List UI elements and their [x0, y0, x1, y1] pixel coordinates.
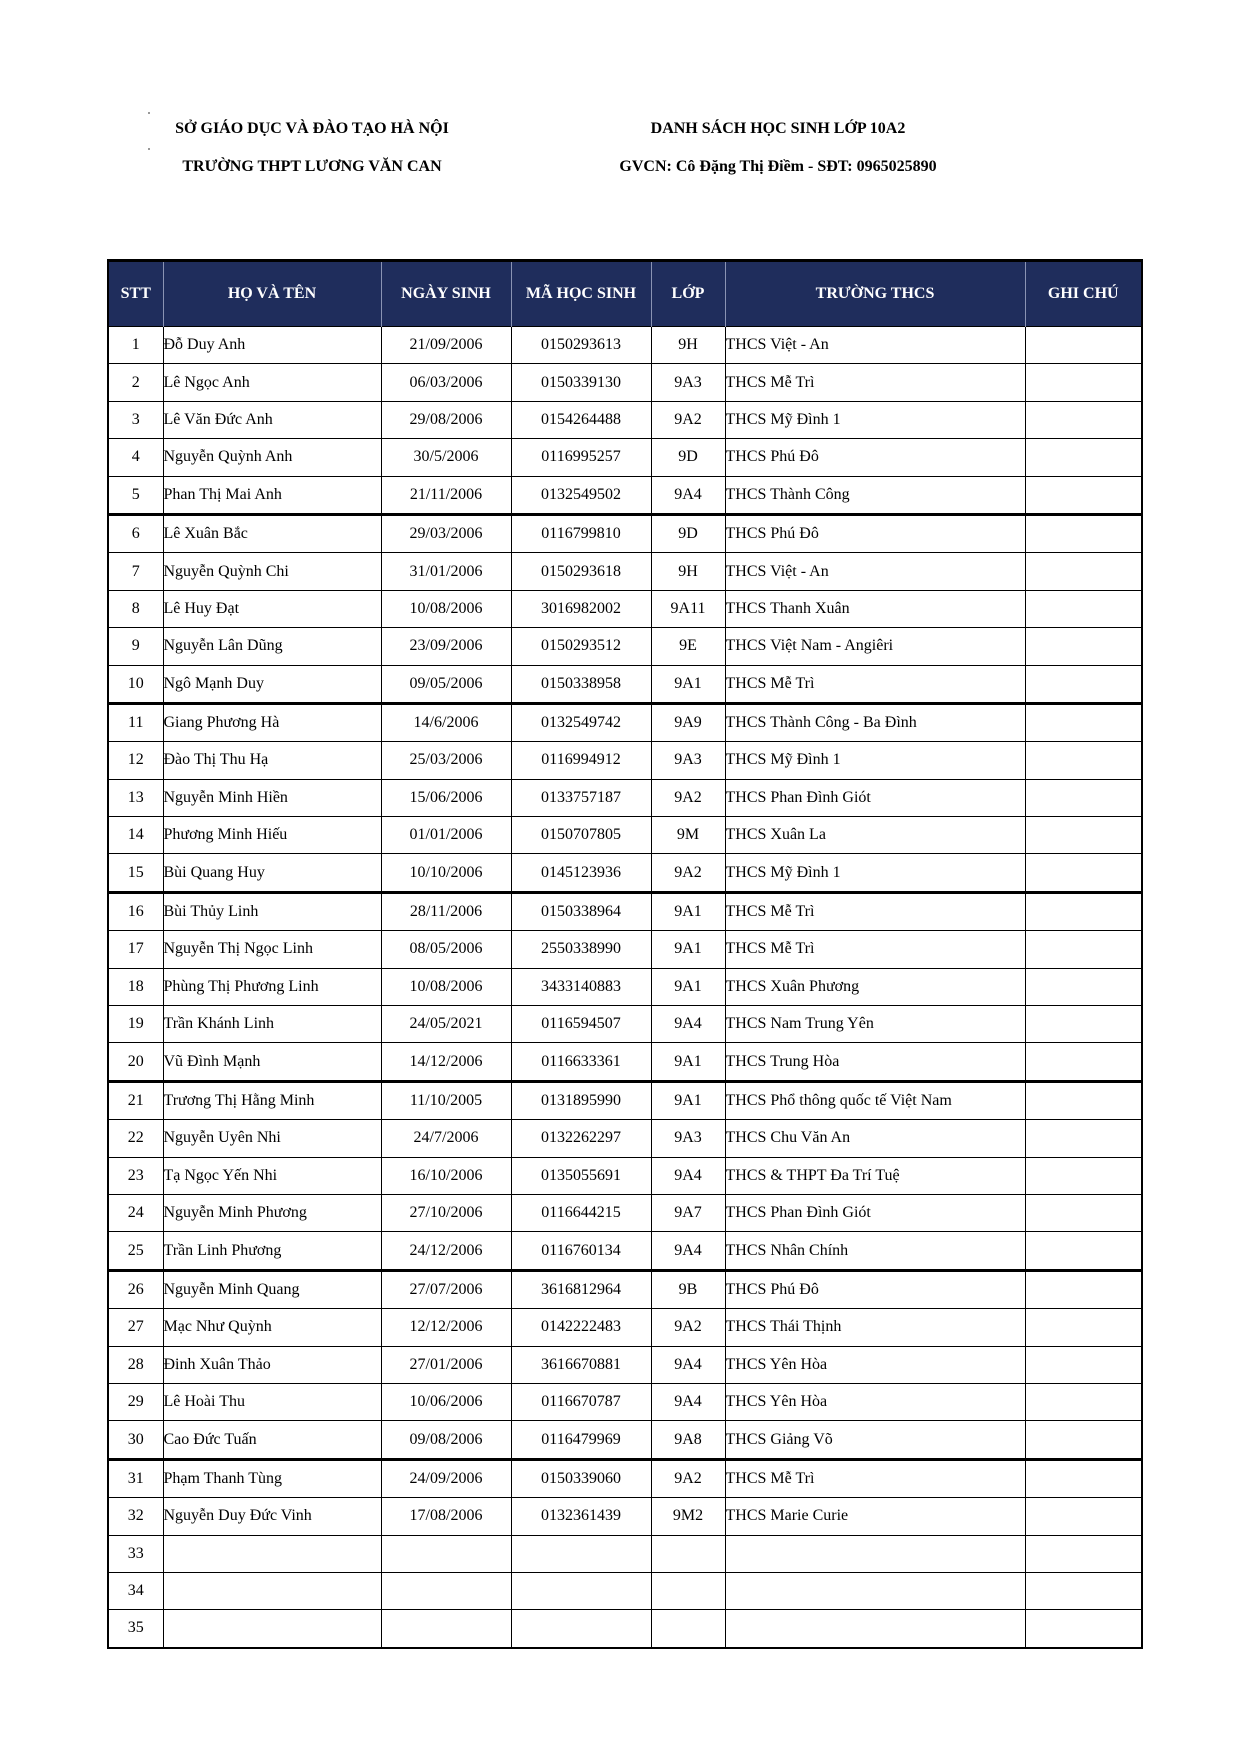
cell-school: THCS Mễ Trì [725, 1459, 1025, 1497]
table-row [108, 779, 1142, 816]
cell-stt: 20 [108, 1043, 163, 1081]
table-row [108, 1006, 1142, 1043]
cell-note [1025, 1157, 1142, 1194]
cell-school: THCS Marie Curie [725, 1498, 1025, 1535]
cell-class: 9A2 [651, 1309, 725, 1346]
cell-school [725, 1572, 1025, 1609]
cell-school: THCS Giảng Võ [725, 1421, 1025, 1459]
cell-class: 9A2 [651, 779, 725, 816]
cell-dob: 12/12/2006 [381, 1309, 511, 1346]
cell-name: Trương Thị Hằng Minh [163, 1081, 381, 1119]
table-row [108, 628, 1142, 665]
cell-dob [381, 1572, 511, 1609]
cell-dob: 21/11/2006 [381, 476, 511, 514]
cell-dob: 29/03/2006 [381, 514, 511, 552]
table-row [108, 439, 1142, 476]
cell-stt: 32 [108, 1498, 163, 1535]
cell-student-id: 0116760134 [511, 1232, 651, 1270]
cell-class [651, 1610, 725, 1648]
cell-student-id: 0150339060 [511, 1459, 651, 1497]
cell-note [1025, 1346, 1142, 1383]
cell-student-id [511, 1572, 651, 1609]
cell-dob: 10/06/2006 [381, 1383, 511, 1420]
cell-student-id: 0135055691 [511, 1157, 651, 1194]
cell-note [1025, 665, 1142, 703]
cell-stt: 28 [108, 1346, 163, 1383]
cell-class: 9A2 [651, 1459, 725, 1497]
cell-dob: 24/05/2021 [381, 1006, 511, 1043]
cell-class: 9M2 [651, 1498, 725, 1535]
table-body [108, 327, 1142, 1648]
cell-class: 9D [651, 514, 725, 552]
cell-dob: 27/07/2006 [381, 1270, 511, 1308]
cell-note [1025, 854, 1142, 892]
cell-student-id: 3616812964 [511, 1270, 651, 1308]
cell-dob [381, 1535, 511, 1572]
cell-student-id: 0116995257 [511, 439, 651, 476]
cell-stt: 21 [108, 1081, 163, 1119]
cell-class: 9A11 [651, 590, 725, 627]
cell-note [1025, 703, 1142, 741]
cell-student-id: 3433140883 [511, 968, 651, 1005]
cell-school: THCS Chu Văn An [725, 1120, 1025, 1157]
cell-school: THCS Mỹ Đình 1 [725, 854, 1025, 892]
cell-student-id: 0132361439 [511, 1498, 651, 1535]
cell-stt: 19 [108, 1006, 163, 1043]
cell-dob: 09/05/2006 [381, 665, 511, 703]
cell-name: Vũ Đình Mạnh [163, 1043, 381, 1081]
cell-school: THCS Thành Công - Ba Đình [725, 703, 1025, 741]
cell-school: THCS Phú Đô [725, 439, 1025, 476]
cell-note [1025, 1043, 1142, 1081]
cell-name: Bùi Quang Huy [163, 854, 381, 892]
cell-name: Bùi Thủy Linh [163, 892, 381, 930]
cell-note [1025, 364, 1142, 401]
cell-student-id: 0150293512 [511, 628, 651, 665]
cell-note [1025, 327, 1142, 364]
cell-dob: 10/10/2006 [381, 854, 511, 892]
table-row [108, 854, 1142, 892]
cell-student-id: 0116594507 [511, 1006, 651, 1043]
cell-note [1025, 892, 1142, 930]
cell-name: Cao Đức Tuấn [163, 1421, 381, 1459]
cell-dob: 29/08/2006 [381, 401, 511, 438]
table-row [108, 476, 1142, 514]
cell-class: 9A9 [651, 703, 725, 741]
cell-name: Nguyễn Duy Đức Vinh [163, 1498, 381, 1535]
cell-stt: 16 [108, 892, 163, 930]
cell-dob: 27/01/2006 [381, 1346, 511, 1383]
cell-dob: 23/09/2006 [381, 628, 511, 665]
table-row [108, 742, 1142, 779]
cell-class: 9A4 [651, 476, 725, 514]
cell-dob: 10/08/2006 [381, 968, 511, 1005]
table-row [108, 1194, 1142, 1231]
table-row [108, 1498, 1142, 1535]
cell-class: 9A4 [651, 1157, 725, 1194]
cell-school: THCS Yên Hòa [725, 1346, 1025, 1383]
cell-dob: 24/09/2006 [381, 1459, 511, 1497]
cell-stt: 18 [108, 968, 163, 1005]
cell-class: 9A8 [651, 1421, 725, 1459]
table-row [108, 968, 1142, 1005]
cell-stt: 15 [108, 854, 163, 892]
cell-school: THCS Phan Đình Giót [725, 779, 1025, 816]
cell-stt: 6 [108, 514, 163, 552]
cell-class: 9A1 [651, 968, 725, 1005]
cell-school: THCS Phổ thông quốc tế Việt Nam [725, 1081, 1025, 1119]
cell-name: Phạm Thanh Tùng [163, 1459, 381, 1497]
cell-name: Trần Khánh Linh [163, 1006, 381, 1043]
cell-student-id: 0150707805 [511, 817, 651, 854]
cell-school: THCS Việt Nam - Angiêri [725, 628, 1025, 665]
cell-note [1025, 1535, 1142, 1572]
cell-dob: 06/03/2006 [381, 364, 511, 401]
cell-name: Đào Thị Thu Hạ [163, 742, 381, 779]
cell-class: 9H [651, 553, 725, 590]
cell-stt: 22 [108, 1120, 163, 1157]
table-row [108, 1120, 1142, 1157]
cell-class: 9A3 [651, 742, 725, 779]
cell-note [1025, 1270, 1142, 1308]
cell-note [1025, 779, 1142, 816]
cell-note [1025, 1006, 1142, 1043]
table-row [108, 1346, 1142, 1383]
cell-note [1025, 1421, 1142, 1459]
cell-stt: 7 [108, 553, 163, 590]
cell-stt: 8 [108, 590, 163, 627]
cell-class: 9A1 [651, 931, 725, 968]
cell-class: 9A3 [651, 364, 725, 401]
cell-name: Nguyễn Thị Ngọc Linh [163, 931, 381, 968]
cell-student-id: 0116799810 [511, 514, 651, 552]
cell-note [1025, 968, 1142, 1005]
cell-stt: 35 [108, 1610, 163, 1648]
cell-note [1025, 1232, 1142, 1270]
cell-student-id: 0154264488 [511, 401, 651, 438]
cell-school: THCS Xuân La [725, 817, 1025, 854]
col-header-name: HỌ VÀ TÊN [163, 261, 381, 327]
cell-school: THCS Mễ Trì [725, 931, 1025, 968]
table-row [108, 1535, 1142, 1572]
cell-stt: 30 [108, 1421, 163, 1459]
cell-note [1025, 1572, 1142, 1609]
cell-dob: 01/01/2006 [381, 817, 511, 854]
table-row [108, 892, 1142, 930]
table-row [108, 1610, 1142, 1648]
cell-student-id: 0132549502 [511, 476, 651, 514]
cell-note [1025, 931, 1142, 968]
cell-student-id: 0116633361 [511, 1043, 651, 1081]
cell-stt: 14 [108, 817, 163, 854]
cell-student-id: 0150293613 [511, 327, 651, 364]
cell-dob: 14/6/2006 [381, 703, 511, 741]
cell-school: THCS Mễ Trì [725, 892, 1025, 930]
cell-note [1025, 553, 1142, 590]
col-header-note: GHI CHÚ [1025, 261, 1142, 327]
table-row [108, 1043, 1142, 1081]
cell-name: Nguyễn Quỳnh Chi [163, 553, 381, 590]
cell-name: Đinh Xuân Thảo [163, 1346, 381, 1383]
cell-note [1025, 1081, 1142, 1119]
cell-stt: 25 [108, 1232, 163, 1270]
cell-stt: 4 [108, 439, 163, 476]
table-header-row [108, 261, 1142, 327]
cell-stt: 5 [108, 476, 163, 514]
cell-name [163, 1535, 381, 1572]
cell-name: Mạc Như Quỳnh [163, 1309, 381, 1346]
cell-student-id: 0116994912 [511, 742, 651, 779]
cell-note [1025, 742, 1142, 779]
cell-note [1025, 1383, 1142, 1420]
cell-note [1025, 476, 1142, 514]
col-header-dob: NGÀY SINH [381, 261, 511, 327]
cell-stt: 33 [108, 1535, 163, 1572]
cell-name: Nguyễn Minh Phương [163, 1194, 381, 1231]
table-row [108, 327, 1142, 364]
cell-school: THCS Phú Đô [725, 1270, 1025, 1308]
cell-student-id [511, 1535, 651, 1572]
table-row [108, 364, 1142, 401]
cell-stt: 27 [108, 1309, 163, 1346]
cell-class: 9M [651, 817, 725, 854]
cell-class: 9B [651, 1270, 725, 1308]
cell-student-id: 3016982002 [511, 590, 651, 627]
cell-class: 9A4 [651, 1383, 725, 1420]
cell-name: Phan Thị Mai Anh [163, 476, 381, 514]
cell-class: 9D [651, 439, 725, 476]
cell-school: THCS Mỹ Đình 1 [725, 742, 1025, 779]
cell-stt: 34 [108, 1572, 163, 1609]
col-header-student-id: MÃ HỌC SINH [511, 261, 651, 327]
cell-stt: 17 [108, 931, 163, 968]
cell-school: THCS Mễ Trì [725, 364, 1025, 401]
table-row [108, 817, 1142, 854]
cell-name: Lê Xuân Bắc [163, 514, 381, 552]
cell-dob: 24/12/2006 [381, 1232, 511, 1270]
col-header-school: TRƯỜNG THCS [725, 261, 1025, 327]
cell-note [1025, 590, 1142, 627]
cell-dob: 28/11/2006 [381, 892, 511, 930]
table-row [108, 1572, 1142, 1609]
col-header-class: LỚP [651, 261, 725, 327]
cell-note [1025, 1498, 1142, 1535]
table-row [108, 1459, 1142, 1497]
cell-name: Lê Văn Đức Anh [163, 401, 381, 438]
cell-dob: 14/12/2006 [381, 1043, 511, 1081]
cell-school: THCS Nhân Chính [725, 1232, 1025, 1270]
cell-name: Nguyễn Quỳnh Anh [163, 439, 381, 476]
cell-stt: 9 [108, 628, 163, 665]
cell-name: Nguyễn Minh Quang [163, 1270, 381, 1308]
cell-school: THCS Yên Hòa [725, 1383, 1025, 1420]
cell-name: Nguyễn Uyên Nhi [163, 1120, 381, 1157]
cell-class: 9A1 [651, 1081, 725, 1119]
cell-stt: 11 [108, 703, 163, 741]
table-row [108, 1157, 1142, 1194]
cell-student-id: 0150339130 [511, 364, 651, 401]
cell-dob: 25/03/2006 [381, 742, 511, 779]
cell-stt: 13 [108, 779, 163, 816]
stray-dot [148, 148, 150, 150]
student-table [107, 259, 1143, 1649]
cell-dob [381, 1610, 511, 1648]
cell-student-id: 3616670881 [511, 1346, 651, 1383]
table-row [108, 1270, 1142, 1308]
cell-class: 9A4 [651, 1006, 725, 1043]
cell-student-id: 0145123936 [511, 854, 651, 892]
cell-dob: 09/08/2006 [381, 1421, 511, 1459]
cell-student-id: 0131895990 [511, 1081, 651, 1119]
cell-note [1025, 1120, 1142, 1157]
cell-name: Phùng Thị Phương Linh [163, 968, 381, 1005]
cell-student-id: 0150293618 [511, 553, 651, 590]
cell-student-id [511, 1610, 651, 1648]
cell-school: THCS Việt - An [725, 327, 1025, 364]
cell-dob: 30/5/2006 [381, 439, 511, 476]
cell-student-id: 0142222483 [511, 1309, 651, 1346]
cell-school: THCS Phú Đô [725, 514, 1025, 552]
cell-school: THCS & THPT Đa Trí Tuệ [725, 1157, 1025, 1194]
homeroom-teacher: GVCN: Cô Đặng Thị Điềm - SĐT: 0965025890 [619, 158, 937, 175]
cell-class: 9A1 [651, 1043, 725, 1081]
cell-student-id: 0150338964 [511, 892, 651, 930]
cell-school [725, 1535, 1025, 1572]
cell-dob: 11/10/2005 [381, 1081, 511, 1119]
cell-class: 9H [651, 327, 725, 364]
cell-school: THCS Thành Công [725, 476, 1025, 514]
cell-dob: 21/09/2006 [381, 327, 511, 364]
cell-student-id: 2550338990 [511, 931, 651, 968]
cell-class: 9A4 [651, 1346, 725, 1383]
cell-name: Đỗ Duy Anh [163, 327, 381, 364]
school-name: TRƯỜNG THPT LƯƠNG VĂN CAN [182, 158, 442, 175]
table-row [108, 703, 1142, 741]
cell-class: 9A1 [651, 892, 725, 930]
cell-student-id: 0150338958 [511, 665, 651, 703]
cell-school: THCS Việt - An [725, 553, 1025, 590]
cell-school: THCS Nam Trung Yên [725, 1006, 1025, 1043]
cell-name [163, 1572, 381, 1609]
table-row [108, 1421, 1142, 1459]
table-row [108, 1232, 1142, 1270]
cell-class: 9A4 [651, 1232, 725, 1270]
cell-stt: 2 [108, 364, 163, 401]
table-row [108, 931, 1142, 968]
cell-name: Lê Huy Đạt [163, 590, 381, 627]
cell-stt: 1 [108, 327, 163, 364]
table-row [108, 401, 1142, 438]
cell-school: THCS Thái Thịnh [725, 1309, 1025, 1346]
cell-note [1025, 628, 1142, 665]
cell-school [725, 1610, 1025, 1648]
cell-school: THCS Trung Hòa [725, 1043, 1025, 1081]
cell-dob: 16/10/2006 [381, 1157, 511, 1194]
cell-note [1025, 1459, 1142, 1497]
cell-dob: 17/08/2006 [381, 1498, 511, 1535]
col-header-stt: STT [108, 261, 163, 327]
cell-stt: 23 [108, 1157, 163, 1194]
cell-stt: 3 [108, 401, 163, 438]
cell-school: THCS Mỹ Đình 1 [725, 401, 1025, 438]
cell-note [1025, 514, 1142, 552]
cell-class: 9A2 [651, 401, 725, 438]
cell-stt: 29 [108, 1383, 163, 1420]
cell-note [1025, 1610, 1142, 1648]
cell-school: THCS Mễ Trì [725, 665, 1025, 703]
cell-name: Phương Minh Hiếu [163, 817, 381, 854]
cell-stt: 24 [108, 1194, 163, 1231]
cell-student-id: 0116670787 [511, 1383, 651, 1420]
cell-note [1025, 401, 1142, 438]
cell-name: Nguyễn Lân Dũng [163, 628, 381, 665]
cell-class [651, 1572, 725, 1609]
document-title: DANH SÁCH HỌC SINH LỚP 10A2 [650, 120, 906, 137]
cell-school: THCS Xuân Phương [725, 968, 1025, 1005]
cell-name: Ngô Mạnh Duy [163, 665, 381, 703]
stray-dot [148, 112, 150, 114]
cell-dob: 10/08/2006 [381, 590, 511, 627]
table-row [108, 665, 1142, 703]
table-row [108, 514, 1142, 552]
cell-student-id: 0132262297 [511, 1120, 651, 1157]
table-row [108, 553, 1142, 590]
cell-class: 9E [651, 628, 725, 665]
cell-stt: 12 [108, 742, 163, 779]
cell-dob: 31/01/2006 [381, 553, 511, 590]
cell-class [651, 1535, 725, 1572]
cell-note [1025, 817, 1142, 854]
department-name: SỞ GIÁO DỤC VÀ ĐÀO TẠO HÀ NỘI [175, 120, 449, 137]
cell-student-id: 0132549742 [511, 703, 651, 741]
cell-note [1025, 1309, 1142, 1346]
cell-name: Giang Phương Hà [163, 703, 381, 741]
cell-student-id: 0116479969 [511, 1421, 651, 1459]
cell-name: Trần Linh Phương [163, 1232, 381, 1270]
cell-school: THCS Thanh Xuân [725, 590, 1025, 627]
table-row [108, 590, 1142, 627]
cell-dob: 15/06/2006 [381, 779, 511, 816]
cell-class: 9A3 [651, 1120, 725, 1157]
cell-note [1025, 439, 1142, 476]
cell-name: Lê Ngọc Anh [163, 364, 381, 401]
cell-dob: 24/7/2006 [381, 1120, 511, 1157]
cell-class: 9A7 [651, 1194, 725, 1231]
cell-class: 9A1 [651, 665, 725, 703]
cell-name: Lê Hoài Thu [163, 1383, 381, 1420]
cell-stt: 10 [108, 665, 163, 703]
cell-dob: 27/10/2006 [381, 1194, 511, 1231]
cell-student-id: 0116644215 [511, 1194, 651, 1231]
cell-school: THCS Phan Đình Giót [725, 1194, 1025, 1231]
cell-stt: 26 [108, 1270, 163, 1308]
cell-student-id: 0133757187 [511, 779, 651, 816]
cell-stt: 31 [108, 1459, 163, 1497]
cell-dob: 08/05/2006 [381, 931, 511, 968]
table-row [108, 1081, 1142, 1119]
cell-name: Tạ Ngọc Yến Nhi [163, 1157, 381, 1194]
cell-name: Nguyễn Minh Hiền [163, 779, 381, 816]
table-row [108, 1383, 1142, 1420]
cell-note [1025, 1194, 1142, 1231]
cell-class: 9A2 [651, 854, 725, 892]
table-row [108, 1309, 1142, 1346]
cell-name [163, 1610, 381, 1648]
